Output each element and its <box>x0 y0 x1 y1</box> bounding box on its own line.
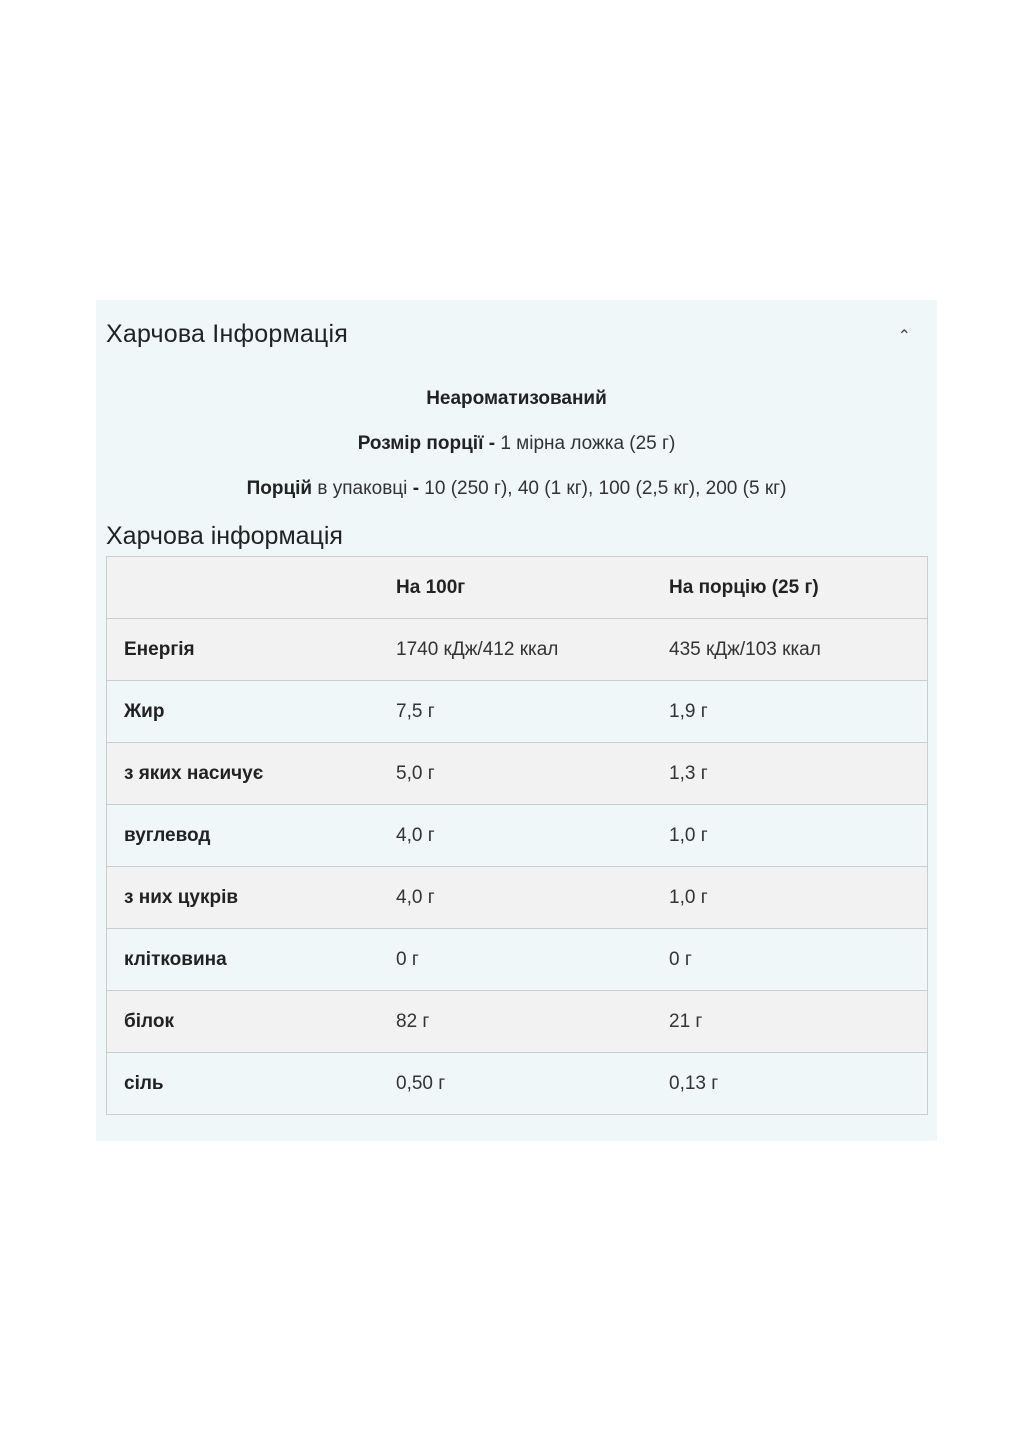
servings-label-rest: в упаковці <box>317 478 408 499</box>
per-100g: 7,5 г <box>396 681 669 743</box>
per-100g: 4,0 г <box>396 805 669 867</box>
header-cell: На 100г <box>396 557 669 619</box>
serving-size-value: 1 мірна ложка (25 г) <box>500 433 676 454</box>
table-header <box>107 557 928 619</box>
table-row <box>107 805 928 867</box>
per-100g: 4,0 г <box>396 867 669 929</box>
serving-size-label: Розмір порції - <box>357 433 496 454</box>
per-100g: 0 г <box>396 929 669 991</box>
header-cell <box>107 557 397 619</box>
table-row <box>107 619 928 681</box>
nutrient-name: Енергія <box>107 619 397 681</box>
nutrient-name: білок <box>107 991 397 1053</box>
nutrient-name: вуглевод <box>107 805 397 867</box>
table-row <box>107 681 928 743</box>
per-serving: 1,0 г <box>669 867 928 929</box>
header-cell: На порцію (25 г) <box>669 557 928 619</box>
chevron-up-icon[interactable]: ⌃ <box>897 328 911 345</box>
nutrient-name: клітковина <box>107 929 397 991</box>
nutrition-table <box>106 556 928 1115</box>
table-row <box>107 1053 928 1115</box>
nutrient-name: з яких насичує <box>107 743 397 805</box>
per-100g: 5,0 г <box>396 743 669 805</box>
table-row <box>107 929 928 991</box>
per-serving: 0 г <box>669 929 928 991</box>
nutrient-name: сіль <box>107 1053 397 1115</box>
table-row <box>107 743 928 805</box>
nutrient-name: з них цукрів <box>107 867 397 929</box>
per-serving: 1,9 г <box>669 681 928 743</box>
nutrition-panel <box>96 300 937 1141</box>
servings-dash: - <box>412 478 420 499</box>
per-serving: 435 кДж/103 ккал <box>669 619 928 681</box>
per-100g: 0,50 г <box>396 1053 669 1115</box>
per-100g: 1740 кДж/412 ккал <box>396 619 669 681</box>
per-serving: 1,3 г <box>669 743 928 805</box>
per-100g: 82 г <box>396 991 669 1053</box>
per-serving: 0,13 г <box>669 1053 928 1115</box>
serving-size <box>96 433 937 455</box>
flavour-label: Неароматизований <box>426 388 607 409</box>
nutrient-name: Жир <box>107 681 397 743</box>
per-serving: 1,0 г <box>669 805 928 867</box>
table-row <box>107 867 928 929</box>
table-row <box>107 991 928 1053</box>
servings-value: 10 (250 г), 40 (1 кг), 100 (2,5 кг), 200 (5 кг) <box>424 478 787 499</box>
section-title[interactable]: Харчова Інформація <box>106 320 348 348</box>
table-title: Харчова інформація <box>106 522 343 550</box>
servings-per-pack <box>96 478 937 500</box>
servings-label: Порцій <box>246 478 313 499</box>
per-serving: 21 г <box>669 991 928 1053</box>
